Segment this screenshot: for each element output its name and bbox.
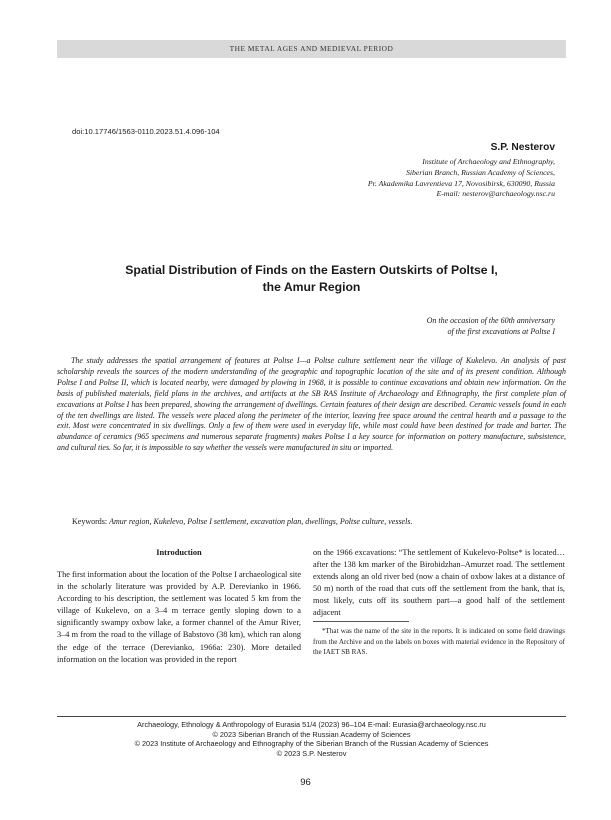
right-column [313, 547, 565, 620]
introduction-paragraph: The first information about the location of the Poltse I archaeological site in the scholarly literature was provided by A.P. Derevianko in 1966. According to his description, the settlement was located 5 km from the village of Kukelevo, on a 3–4 m terrace gently sloping down to a significantly swampy oxbow lake, a former channel of the Amur River, 3–4 m from the road to the village of Babstovo (38 km), which ran along the edge of the terrace (Derevianko, 1966a: 230). More detailed information on the location was provided in the report [57, 570, 301, 664]
title-line-1: Spatial Distribution of Finds on the Eastern Outskirts of Poltse I, [125, 263, 498, 277]
author-email[interactable]: E-mail: nesterov@archaeology.nsc.ru [436, 189, 555, 199]
journal-footer [57, 720, 566, 758]
title-line-2: the Amur Region [262, 280, 361, 294]
affiliation-line: Siberian Branch, Russian Academy of Sciences, [405, 167, 555, 177]
affiliation-line: Institute of Archaeology and Ethnography, [422, 157, 555, 166]
page-number: 96 [300, 777, 311, 788]
author-name: S.P. Nesterov [490, 142, 555, 153]
introduction-continuation: on the 1966 excavations: “The settlement of Kukelevo-Poltse* is located… after the 138 km marker of the Birobidzhan–Amurzet road. The settlement extends along an old river bed (now a chain of oxbow lakes at a distance of 50 m) north of the road that cuts off the settlement from the bank, that is, most likely, cuts off its southern part—a good half of the settlement adjacent [313, 548, 565, 618]
affiliation-line: Pr. Akademika Lavrentieva 17, Novosibirsk, 630090, Russia [367, 178, 555, 188]
dedication [255, 315, 555, 337]
abstract: The study addresses the spatial arrangement of features at Poltse I—a Poltse culture settlement near the village of Kukelevo. An analysis of past scholarship reveals the sources of the modern understanding of the geographic and topographic location of the site and of its present condition. Although Poltse I and Poltse II, which is located nearby, were damaged by plowing in 1968, it is possible to continue excavations and obtain new information. On the basis of published materials, field plans in the archives, and artifacts at the SB RAS Institute of Archaeology and Ethnography, the first complete plan of excavations at Poltse I has been prepared, showing the arrangement of dwellings. Certain features of their design are described. Ceramic vessels found in each of the ten dwellings are listed. The vessels were placed along the perimeter of the interior, leaving free space around the central hearth and a passage to the exit. Most were concentrated in six dwellings. Only a few of them were used in everyday life, while most could have been destined for trade and barter. The abundance of ceramics (965 specimens and numerous separate fragments) makes Poltse I a key source for information on pottery manufacture, subsistence, and cultural ties. So far, it is impossible to say whether the vessels were manufactured in situ or imported. [57, 356, 566, 453]
footer-divider [57, 716, 566, 717]
dedication-line-2: of the first excavations at Poltse I [447, 327, 555, 336]
section-header-bar: THE METAL AGES AND MEDIEVAL PERIOD [57, 40, 566, 58]
author-affiliation [235, 157, 555, 200]
footer-copyright-line: © 2023 Siberian Branch of the Russian Academy of Sciences [212, 729, 411, 739]
left-column [57, 547, 301, 666]
footnote: *That was the name of the site in the reports. It is indicated on some field drawings from the Archive and on the labels on boxes with material evidence in the Repository of the IAET SB RAS. [313, 627, 565, 657]
doi-text[interactable]: doi:10.17746/1563-0110.2023.51.4.096-104 [72, 127, 220, 136]
footer-copyright-line: © 2023 Institute of Archaeology and Ethnography of the Siberian Branch of the Russian Academy of Sciences [134, 739, 489, 749]
footer-copyright-line: © 2023 S.P. Nesterov [276, 748, 347, 758]
dedication-line-1: On the occasion of the 60th anniversary [426, 316, 555, 325]
introduction-heading: Introduction [156, 548, 202, 557]
footnote-divider [313, 621, 409, 622]
keywords-value: Amur region, Kukelevo, Poltse I settlement, excavation plan, dwellings, Poltse culture, vessels. [109, 517, 413, 526]
keywords [72, 517, 566, 528]
article-title [57, 262, 566, 296]
footer-journal-line: Archaeology, Ethnology & Anthropology of Eurasia 51/4 (2023) 96–104 E-mail: Eurasia@archaeology.nsc.ru [137, 720, 486, 729]
keywords-label: Keywords: [72, 517, 108, 526]
